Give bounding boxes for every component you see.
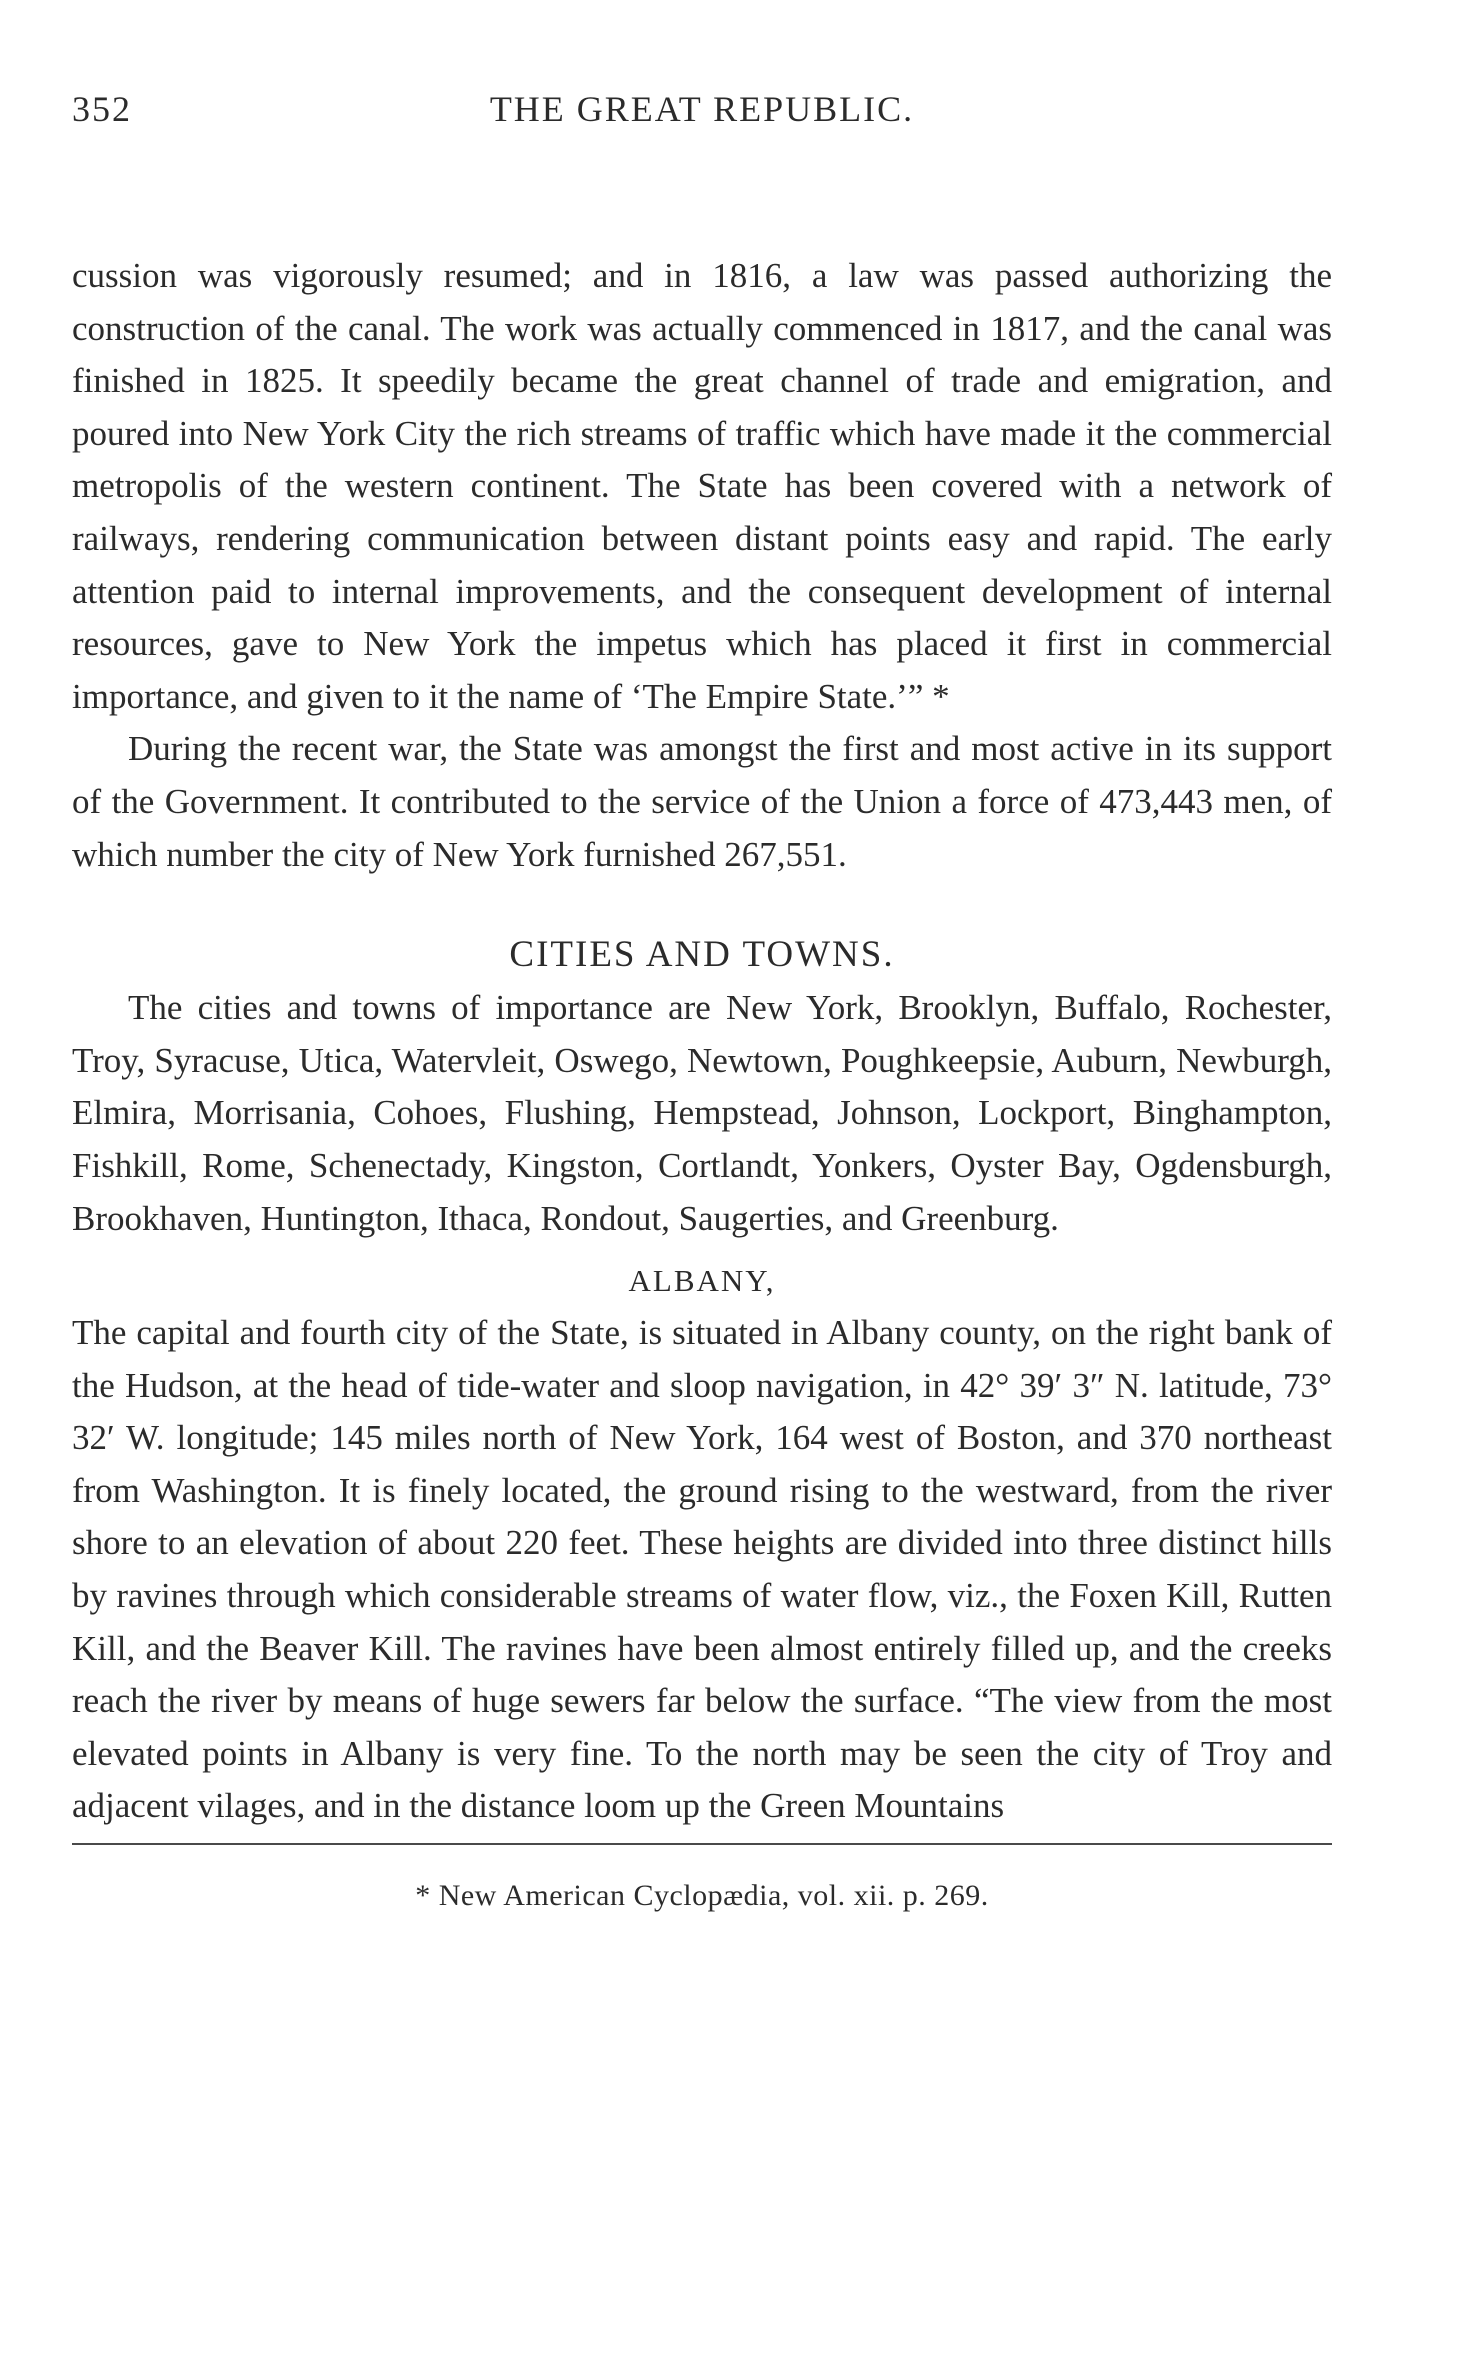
paragraph-cities-list: The cities and towns of importance are New York, Brooklyn, Buffalo, Rochester, Troy, Syracuse, Utica, Watervleit, Oswego, Newtown, Poughkeepsie, Auburn, Newburgh, Elmira, Morrisania, Cohoes, Flushing, Hempstead, Johnson, Lockport, Binghampton, Fishkill, Rome, Schenectady, Kingston, Cortlandt, Yonkers, Oyster Bay, Ogdensburgh, Brookhaven, Huntington, Ithaca, Rondout, Saugerties, and Greenburg.	[72, 988, 1332, 1238]
footnote-rule	[72, 1843, 1332, 1845]
albany-heading: ALBANY,	[628, 1263, 776, 1299]
running-title: THE GREAT REPUBLIC.	[489, 89, 915, 129]
book-page	[72, 80, 1332, 1913]
paragraph-albany: The capital and fourth city of the State, is situated in Albany county, on the right bank of the Hudson, at the head of tide-water and sloop navigation, in 42° 39′ 3″ N. latitude, 73° 32′ W. longitude; 145 miles north of New York, 164 west of Boston, and 370 northeast from Washington. It is finely located, the ground rising to the westward, from the river shore to an elevation of about 220 feet. These heights are divided into three distinct hills by ravines through which considerable streams of water flow, viz., the Foxen Kill, Rutten Kill, and the Beaver Kill. The ravines have been almost entirely filled up, and the creeks reach the river by means of huge sewers far below the surface. “The view from the most elevated points in Albany is very fine. To the north may be seen the city of Troy and adjacent vilages, and in the distance loom up the Green Mountains	[72, 1313, 1332, 1826]
paragraph-canal-history: cussion was vigorously resumed; and in 1816, a law was passed authorizing the construction of the canal. The work was actually commenced in 1817, and the canal was finished in 1825. It speedily became the great channel of trade and emigration, and poured into New York City the rich streams of traffic which have made it the commercial metropolis of the western continent. The State has been covered with a network of railways, rendering communication between distant points easy and rapid. The early attention paid to internal improvements, and the consequent development of internal resources, gave to New York the impetus which has placed it first in commercial importance, and given to it the name of ‘The Empire State.’” *	[72, 256, 1332, 716]
page-number: 352	[72, 89, 132, 129]
footnote: * New American Cyclopædia, vol. xii. p. 269.	[415, 1879, 989, 1913]
paragraph-war-service: During the recent war, the State was amongst the first and most active in its support of the Government. It contributed to the service of the Union a force of 473,443 men, of which number the city of New York furnished 267,551.	[72, 729, 1332, 874]
running-head	[72, 80, 1332, 140]
cities-and-towns-heading: CITIES AND TOWNS.	[509, 934, 895, 976]
